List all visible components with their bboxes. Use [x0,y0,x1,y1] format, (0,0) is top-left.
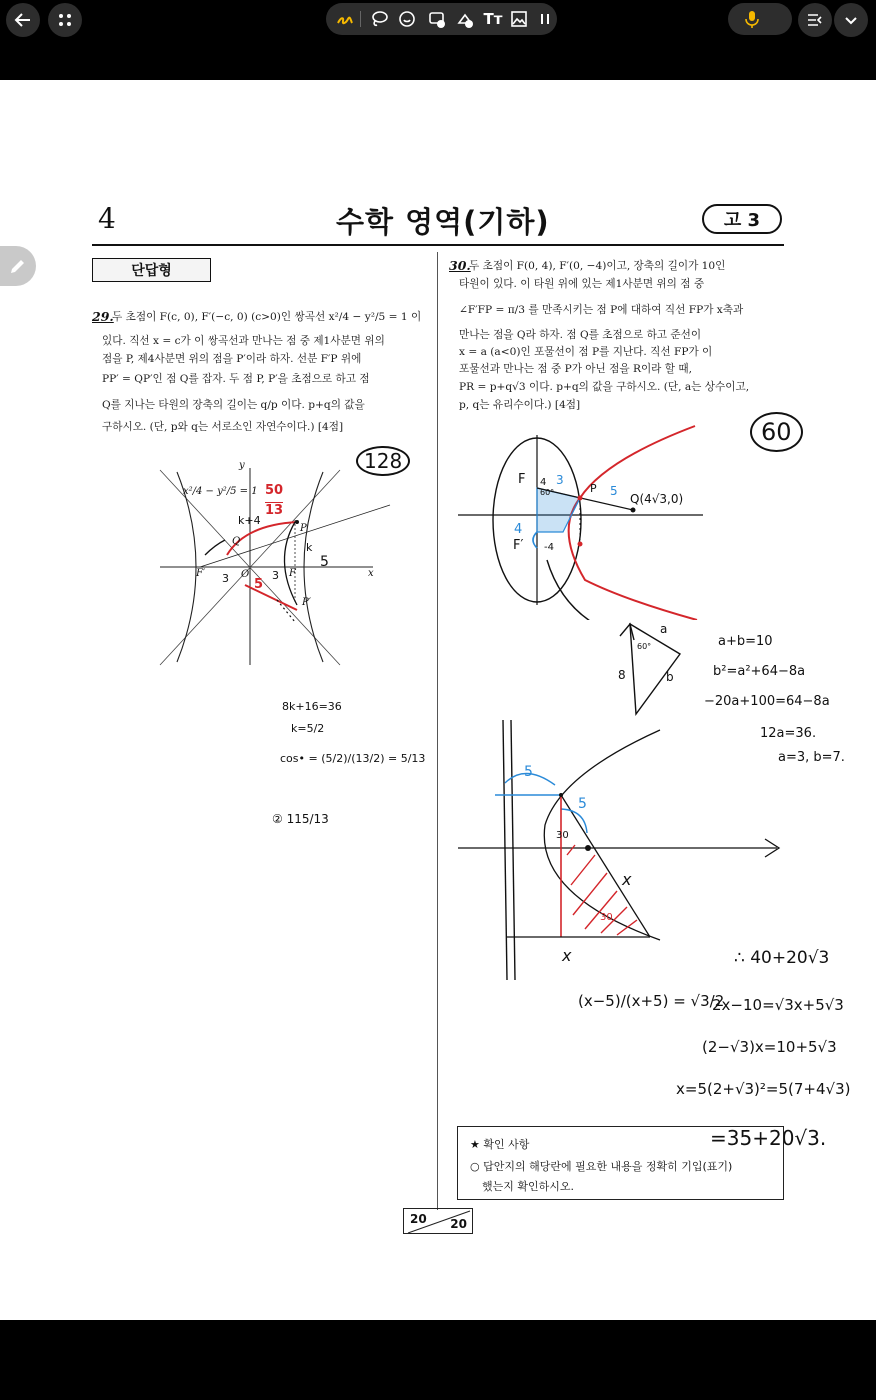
note-eq2: k=5/2 [291,722,325,735]
check-line: ○ 답안지의 해당란에 필요한 내용을 정확히 기입(표기) [470,1160,733,1173]
note-blue-three: 3 [556,473,564,487]
app-toolbar [0,0,876,80]
fig-label-y: y [239,460,245,471]
note-three-a: 3 [222,572,229,585]
pen-icon [335,9,355,29]
page-indicator [403,1208,473,1234]
answer-29: 128 [356,446,410,476]
q30-line: 포물선과 만나는 점 중 P가 아닌 점을 R이라 할 때, [459,363,692,375]
note-para-5a: 5 [524,764,533,780]
lasso-tool[interactable] [368,8,390,30]
note-five: 5 [320,554,329,570]
triangle [630,624,680,714]
note-eq: a+b=10 [718,634,773,649]
note-k: k [306,541,313,554]
note-sol: 2x−10=√3x+5√3 [712,996,844,1014]
note-tri-8: 8 [618,668,626,682]
note-p: P [590,482,597,495]
fill-icon [455,9,475,29]
sketch2-point [559,793,563,797]
page-total: 20 [450,1217,467,1231]
note-sixty: 60° [540,488,555,497]
page-current: 20 [410,1212,427,1226]
drawing-tools [326,3,557,35]
page-number: 4 [98,202,116,235]
fig-label-f-prime: F′ [196,568,206,579]
note-f-prime: F′ [513,538,524,553]
list-icon [806,12,824,28]
shape-tool[interactable] [426,8,448,30]
text-icon: Tт [483,10,503,28]
note-sol: (2−√3)x=10+5√3 [702,1038,837,1056]
note-red-frac-top: 50 [265,483,284,498]
dashed-extension [277,600,295,622]
more-tools[interactable] [534,8,556,30]
note-eq: 12a=36. [760,726,817,741]
q30-line: 타원이 있다. 이 타원 위에 있는 제1사분면 위의 점 중 [459,278,705,290]
q30-line: 두 초점이 F(0, 4), F′(0, −4)이고, 장축의 길이가 10인 [469,260,726,272]
note-para-30r: 30 [600,912,613,923]
q29-line: 점을 P, 제4사분면 위의 점을 P′이라 하자. 선분 F′P 위에 [102,353,362,365]
sketch-point-q [631,508,636,513]
q30-line: p, q는 유리수이다.) [4점] [459,399,581,411]
q30-sketch-ellipse [455,420,705,620]
page-title: 수학 영역(기하) [336,205,550,239]
note-sol: x=5(2+√3)²=5(7+4√3) [676,1080,851,1098]
note-para-x1: x [622,870,632,889]
black-stroke [205,540,225,555]
document-page[interactable] [0,80,876,1320]
column-divider [437,252,438,1210]
q30-line: 만나는 점을 Q라 하자. 점 Q를 초점으로 하고 준선이 [459,329,702,341]
microphone-icon [742,9,762,29]
grade-badge: 고 3 [702,204,782,234]
note-para-x2: x [562,946,572,965]
note-three-b: 3 [272,569,279,582]
fig-label-f: F [289,568,296,579]
note-blue-four: 4 [514,522,523,537]
note-f: F [518,472,526,487]
fill-tool[interactable] [454,8,476,30]
q29-line: 두 초점이 F(c, 0), F′(−c, 0) (c>0)인 쌍곡선 x²/4 − y²/5 = 1 이 [112,311,422,323]
sketch-arrow [547,560,627,620]
pencil-icon [8,256,28,276]
q29-line: 구하시오. (단, p와 q는 서로소인 자연수이다.) [4점] [102,421,344,433]
header-rule [92,244,784,246]
sketch-parabola [569,426,697,620]
back-button[interactable] [6,3,40,37]
triangle-arrowhead [620,624,634,640]
note-neg-four: -4 [544,542,554,553]
note-frac-eq: (x−5)/(x+5) = √3/2 [578,992,725,1010]
note-para-30: 30 [556,830,569,841]
q30-line: ∠F′FP = π/3 를 만족시키는 점 P에 대하여 직선 FP가 x축과 [459,304,744,316]
note-tri-a: a [660,622,668,636]
q29-line: 있다. 직선 x = c가 이 쌍곡선과 만나는 점 중 제1사분면 위의 [102,335,385,347]
note-sol: =35+20√3. [710,1126,827,1150]
bottom-bar [0,1320,876,1400]
lasso-icon [369,9,389,29]
list-button[interactable] [798,3,832,37]
section-label: 단답형 [92,258,211,282]
note-tri-b: b [666,670,674,684]
shape-icon [427,9,447,29]
fig-label-p-prime: P′ [302,597,311,608]
q29-line: Q를 지나는 타원의 장축의 길이는 q/p 이다. p+q의 값을 [102,399,365,411]
q30-number: 30. [449,258,471,273]
note-sol: ∴ 40+20√3 [734,948,830,968]
record-button[interactable] [728,3,792,35]
answer-30: 60 [750,412,803,452]
sticker-tool[interactable] [396,8,418,30]
note-k-plus-4: k+4 [238,514,261,527]
sketch-point-p [578,496,583,501]
note-red-frac-bottom: 13 [265,503,284,518]
note-red-five: 5 [254,577,264,592]
point-p [295,520,299,524]
arrow-left-icon [14,11,32,29]
q29-line: PP′ = QP′인 점 Q를 잡자. 두 점 P, P′을 초점으로 하고 점 [102,373,370,385]
sketch2-point [585,845,591,851]
text-tool[interactable] [482,8,504,30]
grid-dots-icon [57,12,73,28]
directrix [503,720,507,980]
note-result: ② 115/13 [272,812,329,826]
fig-equation: x²/4 − y²/5 = 1 [183,486,258,497]
note-eq: b²=a²+64−8a [713,664,806,679]
image-tool[interactable] [508,8,530,30]
q30-line: x = a (a<0)인 포물선이 점 P를 지난다. 직선 FP가 이 [459,346,713,358]
note-q: Q(4√3,0) [630,492,684,506]
apps-button[interactable] [48,3,82,37]
note-four: 4 [540,477,547,488]
q29-number: 29. [92,309,114,324]
note-eq1: 8k+16=36 [282,700,342,713]
check-title: ★ 확인 사항 [470,1138,530,1151]
chevron-down-icon [843,12,859,28]
fig-label-p: P [300,523,307,534]
fig-label-q: Q [232,536,241,547]
fig-label-o: O [241,569,250,580]
sticker-icon [397,9,417,29]
fig-label-x: x [368,568,374,579]
check-line: 했는지 확인하시오. [482,1180,575,1193]
note-blue-five: 5 [610,484,618,498]
more-icon [535,9,555,29]
note-eq: a=3, b=7. [778,750,845,765]
note-eq: −20a+100=64−8a [704,694,830,709]
tool-divider [360,11,361,27]
q30-sketch-parabola [455,715,785,985]
note-para-5b: 5 [578,796,587,812]
pen-tool[interactable] [334,8,356,30]
expand-button[interactable] [834,3,868,37]
directrix [511,720,515,980]
note-tri-60: 60° [637,642,652,651]
sketch-point-r [578,542,583,547]
image-icon [509,9,529,29]
q30-line: PR = p+q√3 이다. p+q의 값을 구하시오. (단, a는 상수이고, [459,381,750,393]
note-cos: cos• = (5/2)/(13/2) = 5/13 [280,752,426,765]
